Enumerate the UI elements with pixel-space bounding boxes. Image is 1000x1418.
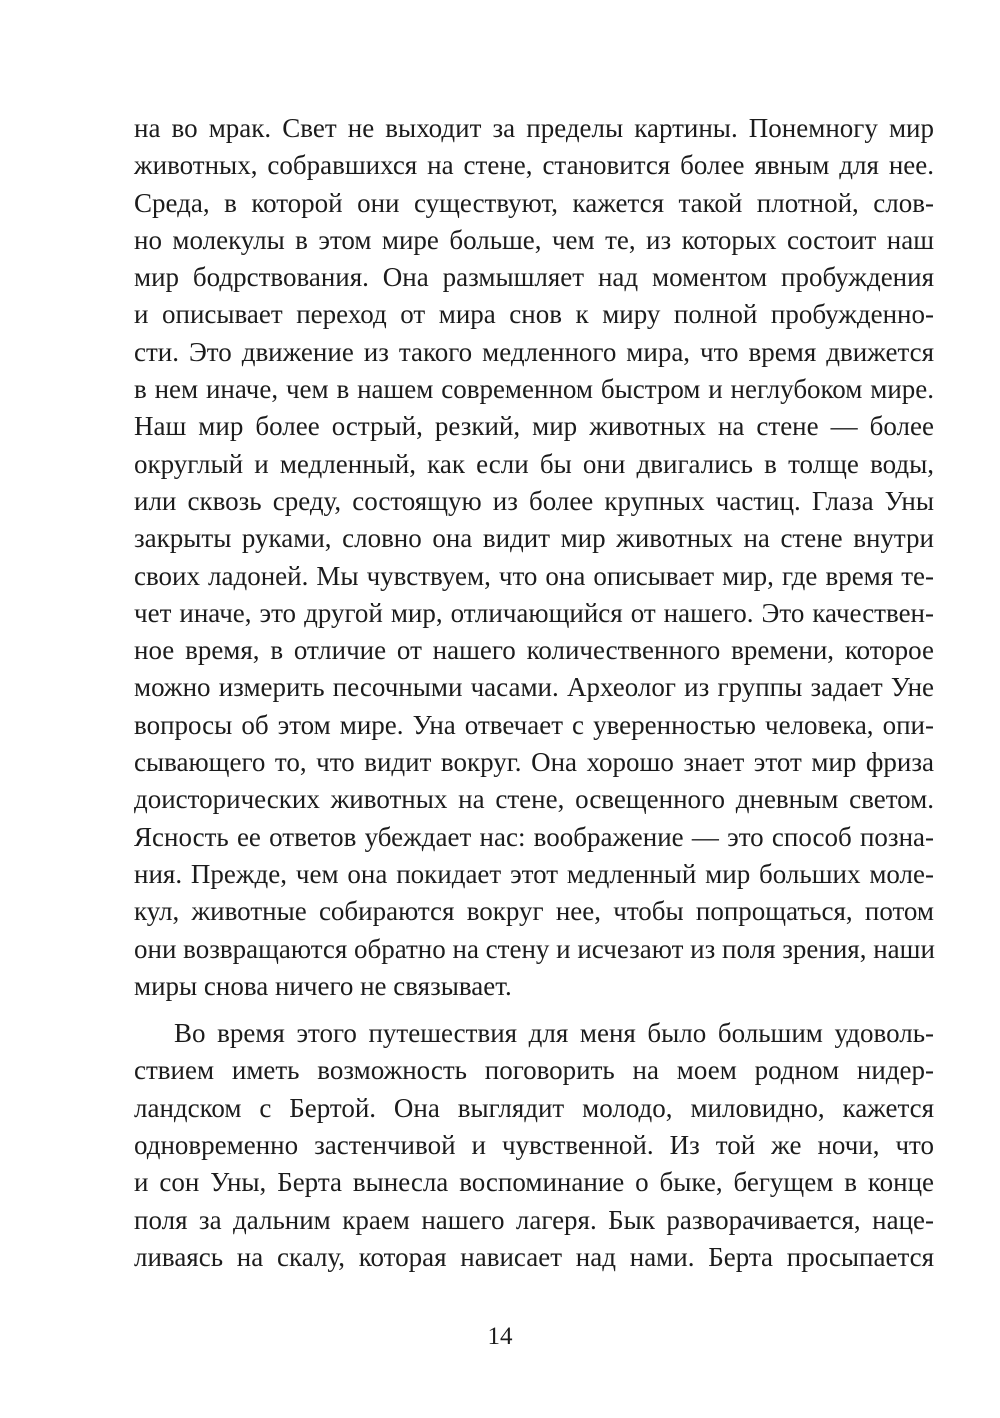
text-line: сывающего то, что видит вокруг. Она хорошо знает этот мир фриза	[134, 747, 934, 778]
text-line: своих ладоней. Мы чувствуем, что она описывает мир, где время те-	[134, 560, 934, 591]
text-line: ствием иметь возможность поговорить на моем родном нидер-	[134, 1055, 934, 1086]
text-line: на во мрак. Свет не выходит за пределы картины. Понемногу мир	[134, 113, 934, 143]
text-line: одновременно застенчивой и чувственной. Из той же ночи, что	[134, 1130, 934, 1161]
text-line: они возвращаются обратно на стену и исчезают из поля зрения, наши	[134, 933, 935, 964]
text-line: но молекулы в этом мире больше, чем те, из которых состоит наш	[134, 224, 934, 255]
text-line: мир бодрствования. Она размышляет над моментом пробуждения	[134, 262, 934, 293]
body-text	[134, 110, 934, 1276]
text-line: животных, собравшихся на стене, становится более явным для нее.	[134, 150, 934, 181]
text-line: ландском с Бертой. Она выглядит молодо, миловидно, кажется	[134, 1092, 934, 1123]
text-line: в нем иначе, чем в нашем современном быстром и неглубоком мире.	[134, 374, 934, 405]
text-line: можно измерить песочными часами. Археолог из группы задает Уне	[134, 672, 934, 703]
text-line: округлый и медленный, как если бы они двигались в толще воды,	[134, 448, 934, 479]
paragraph-2	[134, 1015, 934, 1276]
text-line: Во время этого путешествия для меня было большим удоволь-	[174, 1018, 934, 1049]
page-number: 14	[487, 1323, 513, 1350]
text-line: доисторических животных на стене, освещенного дневным светом.	[134, 784, 934, 815]
text-line: вопросы об этом мире. Уна отвечает с уверенностью человека, опи-	[134, 709, 934, 740]
text-line: и сон Уны, Берта вынесла воспоминание о быке, бегущем в конце	[134, 1167, 934, 1198]
text-line: и описывает переход от мира снов к миру полной пробужденно-	[134, 299, 934, 330]
text-line: ния. Прежде, чем она покидает этот медленный мир больших моле-	[134, 858, 934, 889]
paragraph-gap	[134, 1005, 934, 1015]
text-line: кул, животные собираются вокруг нее, чтобы попрощаться, потом	[134, 896, 934, 927]
text-line: Среда, в которой они существуют, кажется такой плотной, слов-	[134, 187, 934, 218]
text-line: поля за дальним краем нашего лагеря. Бык разворачивается, наце-	[134, 1204, 934, 1235]
text-line: Ясность ее ответов убеждает нас: воображение — это способ позна-	[134, 821, 934, 852]
text-line: миры снова ничего не связывает.	[134, 970, 512, 1001]
text-line: закрыты руками, словно она видит мир животных на стене внутри	[134, 523, 934, 554]
text-line: или сквозь среду, состоящую из более крупных частиц. Глаза Уны	[134, 485, 934, 516]
text-line: ливаясь на скалу, которая нависает над нами. Берта просыпается	[134, 1241, 934, 1272]
text-line: сти. Это движение из такого медленного мира, что время движется	[134, 336, 934, 367]
text-line: чет иначе, это другой мир, отличающийся от нашего. Это качествен-	[134, 597, 934, 628]
paragraph-1	[134, 110, 934, 1005]
text-line: Наш мир более острый, резкий, мир животных на стене — более	[134, 411, 934, 442]
text-line: ное время, в отличие от нашего количественного времени, которое	[134, 635, 934, 666]
